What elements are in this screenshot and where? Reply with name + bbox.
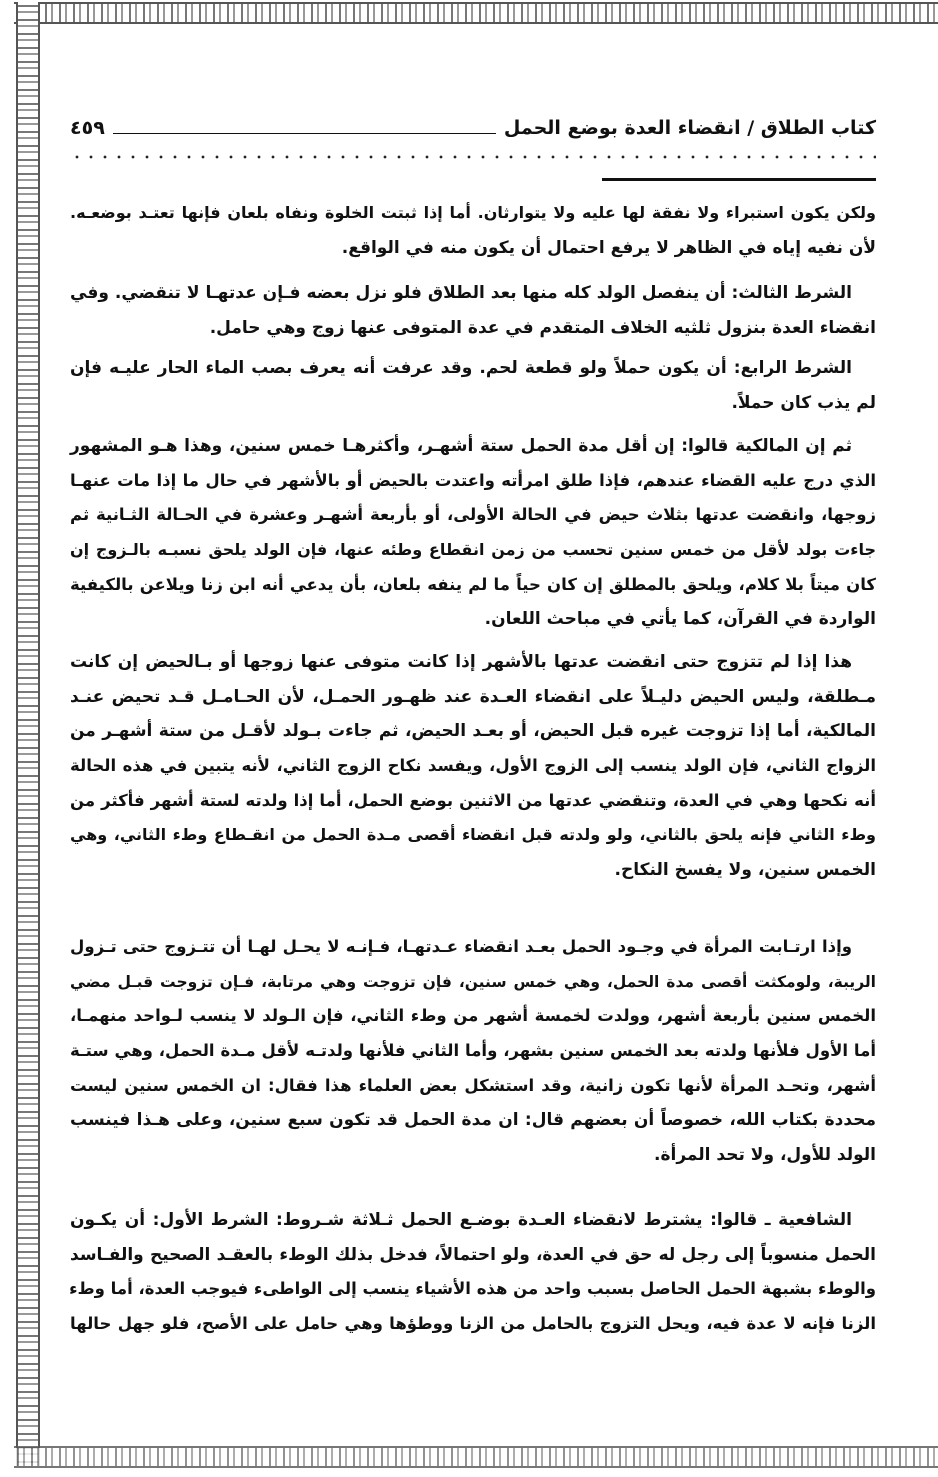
- page-number: ٤٥٩: [70, 117, 105, 139]
- text-line: الولد للأول، ولا تحد المرأة.: [654, 1145, 876, 1166]
- text-line: انقضاء العدة بنزول ثلثيه الخلاف المتقدم في عدة المتوفى عنها زوج وهي حامل.: [209, 317, 876, 338]
- header-rule: [113, 133, 496, 134]
- text-line: والوطء بشبهة الحمل الحاصل بسبب واحد من هذه الأشياء ينسب إلى الواطىء فيوجب العدة، أما وطء: [69, 1279, 876, 1299]
- paragraph: [70, 645, 876, 888]
- text-line: الشرط الرابع: أن يكون حملاً ولو قطعة لحم. وقد عرفت أنه يعرف بصب الماء الحار عليـه فإن: [70, 358, 852, 378]
- text-line: الواردة في القرآن، كما يأتي في مباحث اللعان.: [484, 609, 876, 630]
- text-line: الخمس سنين، ولا يفسخ النكاح.: [614, 860, 876, 881]
- text-line: لأن نفيه إياه في الظاهر لا يرفع احتمال أن يكون منه في الواقع.: [341, 237, 876, 258]
- paragraph: [70, 930, 876, 1173]
- text-line: المالكية، أما إذا تزوجت غيره قبل الحيض، أو بعـد الحيض، ثم جاءت بـولد لأقـل من ستة أشهـر من: [70, 721, 876, 742]
- text-line: الشرط الثالث: أن ينفصل الولد كله منها بعد الطلاق فلو نزل بعضه فـإن عدتهـا لا تنقضي. وفي: [70, 283, 852, 303]
- text-line: الزنا فإنه لا عدة فيه، ويحل التزوج بالحامل من الزنا ووطؤها وهي حامل على الأصح، فلو جهل حالها: [70, 1314, 876, 1334]
- text-line: مـطلقة، وليس الحيض دليـلاً على انقضاء العـدة عند ظهـور الحمـل، لأن الحـامـل قـد تحيض عنـد: [70, 686, 876, 707]
- paragraph: [70, 429, 876, 637]
- decorative-border-left: [16, 2, 40, 1466]
- paragraph: [70, 1203, 876, 1342]
- text-line: الريبة، ولومكثت أقصى مدة الحمل، وهي خمس سنين، فإن تزوجت وهي مرتابة، فـإن تزوجت قبـل مضي: [70, 972, 876, 991]
- text-line: الخمس سنين بأربعة أشهر، وولدت لخمسة أشهر من وطء الثاني، فإن الـولد لا ينسب لـواحد منهمـا،: [70, 1006, 876, 1026]
- paragraph: [70, 351, 876, 420]
- text-line: كان ميتاً بلا كلام، ويلحق بالمطلق إن كان حياً ما لم ينفه بلعان، بأن يدعي أنه ابن زنا ويلاعن بالكيفية: [70, 574, 876, 594]
- running-title: كتاب الطلاق / انقضاء العدة بوضع الحمل: [503, 117, 876, 139]
- text-line: جاءت بولد لأقل من خمس سنين تحسب من زمن انقطاع وطئه عنها، فإن الولد يلحق نسبـه بالـزوج إن: [70, 540, 876, 560]
- text-line: الشافعية ـ قالوا: يشترط لانقضاء العـدة بوضـع الحمل ثـلاثة شـروط: الشرط الأول: أن يكـون: [70, 1210, 852, 1230]
- text-line: أشهر، وتحـد المرأة لأنها تكون زانية، وقد استشكل بعض العلماء هذا فقال: ان الخمس سنين ليست: [70, 1075, 876, 1095]
- text-line: الحمل منسوباً إلى رجل له حق في العدة، ولو احتمالاً، فدخل بذلك الوطء بالعقـد الصحيح والفـاسد: [70, 1244, 876, 1265]
- text-line: محددة بكتاب الله، خصوصاً أن بعضهم قال: ان مدة الحمل قد تكون سبع سنين، وعلى هـذا فينسب: [70, 1110, 876, 1131]
- paragraph: [70, 276, 876, 345]
- text-line: ثم إن المالكية قالوا: إن أقل مدة الحمل ستة أشهـر، وأكثرهـا خمس سنين، وهذا هـو المشهور: [70, 436, 852, 456]
- text-line: أما الأول فلأنها ولدته بعد الخمس سنين بشهر، وأما الثاني فلأنها ولدتـه لأقل مـدة الحمل، وهي ستـة: [70, 1041, 876, 1061]
- text-line: لم يذب كان حملاً.: [731, 392, 876, 413]
- text-line: هذا إذا لم تتزوج حتى انقضت عدتها بالأشهر إذا كانت متوفى عنها زوجها أو بـالحيض إن كانت: [70, 652, 852, 672]
- header-underline: [602, 178, 876, 181]
- text-line: الزواج الثاني، فإن الولد ينسب إلى الزوج الأول، ويفسد نكاح الزوج الثاني، لأنه يتبين في هذه الحالة: [70, 756, 876, 776]
- decorative-border-top: [14, 2, 938, 24]
- text-line: أنه نكحها وهي في العدة، وتنقضي عدتها من الاثنين بوضع الحمل، أما إذا ولدته لستة أشهر فأكثر من: [70, 790, 876, 810]
- paragraph: [70, 196, 876, 265]
- text-line: وطء الثاني فإنه يلحق بالثاني، ولو ولدته قبل انقضاء أقصى مـدة الحمل من انقـطاع وطء الثاني، وهي: [70, 825, 876, 845]
- text-line: وإذا ارتـابت المرأة في وجـود الحمل بعـد انقضاء عـدتهـا، فـإنـه لا يحـل لهـا أن تتـزوج حتى تـزول: [70, 937, 852, 956]
- running-header: [70, 112, 876, 144]
- text-line: زوجها، وانقضت عدتها بثلاث حيض في الحالة الأولى، أو بأربعة أشهـر وعشرة في الحـالة الثـانية ثم: [70, 505, 876, 525]
- dotted-separator: [70, 150, 876, 164]
- text-line: ولكن يكون استبراء ولا نفقة لها عليه ولا يتوارثان. أما إذا ثبتت الخلوة ونفاه بلعان فإنها تعتـد بوضعـه.: [70, 203, 876, 222]
- text-line: الذي درج عليه القضاء عندهم، فإذا طلق امرأته واعتدت بالحيض أو بالأشهر في حال ما إذا مات عنهـا: [70, 470, 876, 490]
- decorative-border-bottom: [14, 1446, 938, 1468]
